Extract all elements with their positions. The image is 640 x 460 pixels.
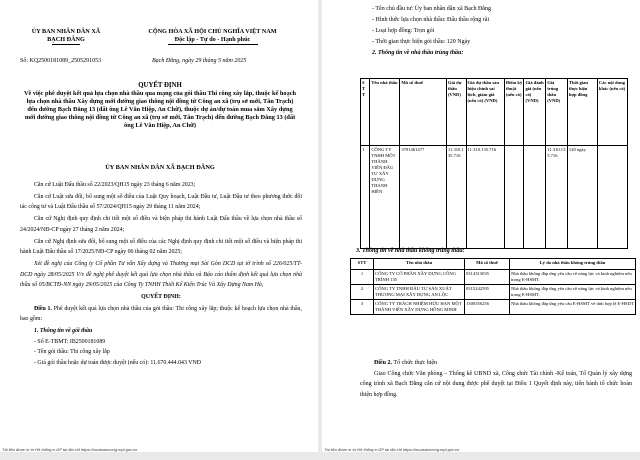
cell-bidder-name: CÔNG TY CỔ PHẦN XÂY DỰNG CÔNG TRÌNH 135 [374,270,465,285]
article-2-body: Giao Công chức Văn phòng – Thống kê UBND xã, Công chức Tài chính -Kế toán, Tổ Quản lý xây dựng công trình xã Bạch Đằng căn cứ nội dung được phê duyệt tại Điều 1 Quyết định này, tiến hành tổ chức hoàn thiện hợp đồng. [360,370,632,398]
col-tech-score: Điểm kỹ thuật (nếu có) [504,79,524,146]
col-tax-code: Mã số thuế [400,79,447,146]
motto-underline [168,44,258,45]
cell-reason: Nhà thầu không đáp ứng yêu cầu E-HSMT về tính hợp lệ E-HSDT [510,300,636,315]
article-2-label: Điều 2. [374,360,392,366]
country-name: CỘNG HÒA XÃ HỘI CHỦ NGHĨA VIỆT NAM [148,28,277,35]
cell-bidder-name: CÔNG TY TNHH MỘT THÀNH VIÊN ĐẦU TƯ XÂY DỰNG THANH HIỀN [370,146,400,249]
package-info-item: - Thời gian thực hiện gói thầu: 120 Ngày [372,39,471,45]
col-reason: Lý do nhà thầu không trúng thầu [510,259,636,270]
article-1-text: Phê duyệt kết quả lựa chọn nhà thầu của gói thầu: Thi công xây lắp; thuộc kế hoạch lựa chọn nhà thầu, bao gồm: [20,306,302,323]
cell-adjusted-price: 11.310.135.716 [466,146,504,249]
article-2-title: Tổ chức thực hiện [393,360,438,366]
winner-table [360,78,628,249]
package-info-item: - Giá gói thầu hoặc dự toán được duyệt (nếu có): 11.670.444.043 VNĐ [34,359,202,366]
table-row [351,285,636,300]
page-footer: Tài liệu được in từ Hệ thống e-GP tại địa chỉ https://muasamcong.mpi.gov.vn [2,447,138,452]
decision-title [22,82,298,131]
national-title [120,28,305,45]
issuing-authority [20,28,112,45]
table-row [361,146,628,249]
legal-basis-1: Căn cứ Luật Đấu thầu số 22/2023/QH15 ngày 23 tháng 6 năm 2023; [34,182,196,188]
legal-basis-4: Căn cứ Nghị định sửa đổi, bổ sung một số điều của các Nghị định quy định chi tiết một số điều và biện pháp thi hành Luật Đấu thầu số 17/2025/NĐ-CP ngày 06 tháng 02 năm 2025; [20,238,302,256]
col-bid-price: Giá dự thầu (VND) [446,79,466,146]
table-row [351,270,636,285]
package-info-item: - Loại hợp đồng: Trọn gói [372,28,435,34]
table-row [351,300,636,315]
col-duration: Thời gian thực hiện hợp đồng [567,79,597,146]
cell-winning-price: 11.310.135.716 [546,146,568,249]
considering-paragraph: Xét đề nghị của Công ty Cổ phần Tư vấn Xây dựng và Thương mại Sài Gòn DCD tại tờ trình số 226/025/TT-DCD ngày 28/05/2025 V/v đề nghị phê duyệt kết quả lựa chọn nhà thầu và Báo cáo thẩm định kết quả lựa chọn nhà thầu số 05/BCTĐ-NN ngày 29/05/2025 của Công Ty TNHH Thiết Kế Kiến Trúc Và Xây Dựng Nam Hà, [20,261,302,289]
package-info-heading: 1. Thông tin về gói thầu [34,328,93,335]
col-stt: STT [351,259,374,270]
cell-stt: 3 [351,300,374,315]
cell-tax-code: 3701461477 [400,146,447,249]
cell-evaluated-price [524,146,546,249]
cell-tax-code: 1300356256 [465,300,510,315]
col-bidder-name: Tên nhà thầu [374,259,465,270]
cell-bid-price: 11.310.135.716 [446,146,466,249]
cell-tech-score [504,146,524,249]
winner-heading: 2. Thông tin về nhà thầu trúng thầu: [372,50,464,56]
loser-heading: 3. Thông tin về nhà thầu không trúng thầu: [356,248,465,254]
legal-basis-3: Căn cứ Nghị định quy định chi tiết một số điều và biện pháp thi hành Luật Đấu thầu về lựa chọn nhà thầu số 24/2024/NĐ-CP ngày 27 tháng 2 năm 2024; [20,216,302,233]
page-right [322,0,640,452]
legal-basis-2: Căn cứ Luật sửa đổi, bổ sung một số điều của Luật Quy hoạch, Luật Đầu tư, Luật Đầu tư theo phương thức đối tác công tư và Luật Đấu thầu số 57/2024/QH15 ngày 29 tháng 11 năm 2024; [20,194,302,211]
cell-stt: 1 [361,146,370,249]
cell-other [597,146,627,249]
page-left [0,0,318,452]
document-date: Bạch Đằng, ngày 29 tháng 5 năm 2025 [152,58,247,64]
org-underline [52,44,80,45]
loser-table [350,258,636,315]
article-1 [20,304,302,325]
winner-table-header [361,79,628,146]
decision-heading: QUYẾT ĐỊNH [138,82,182,89]
article-1-label: Điều 1. [34,306,52,313]
col-winning-price: Giá trúng thầu (VND) [546,79,568,146]
package-info-item: - Tên gói thầu: Thi công xây lắp [34,349,110,356]
decision-authority: ỦY BAN NHÂN DÂN XÃ BẠCH ĐẰNG [105,164,215,171]
cell-stt: 1 [351,270,374,285]
col-bidder-name: Tên nhà thầu [370,79,400,146]
document-number: Số: KQ2500181089_2505291053 [20,58,102,64]
article-2 [360,358,632,400]
cell-tax-code: 0314313035 [465,270,510,285]
cell-reason: Nhà thầu không đáp ứng yêu cầu về năng lực và kinh nghiệm nêu trong E-HSMT. [510,270,636,285]
page-footer: Tài liệu được in từ Hệ thống e-GP tại địa chỉ https://muasamcong.mpi.gov.vn [324,447,460,452]
package-info-item: - Tên chủ đầu tư: Ủy ban nhân dân xã Bạch Đằng [372,6,491,12]
decision-body [20,180,302,368]
decides-heading: QUYẾT ĐỊNH: [141,294,181,301]
national-motto: Độc lập - Tự do - Hạnh phúc [174,35,251,43]
col-evaluated-price: Giá đánh giá (nếu có) (VND) [524,79,546,146]
package-info-continued [372,4,622,59]
decision-subject: Về việc phê duyệt kết quả lựa chọn nhà thầu qua mạng của gói thầu Thi công xây lắp, thuộc kế hoạch lựa chọn nhà thầu Xây dựng mới đường giao thông nội đồng từ Công an xã (trụ sở mới, Tân Trạch) đến đường Bạch Đằng 13 (đất ông Lê Văn Hiệp, An Chữ), thuộc dự án/dự toán mua sắm Xây dựng mới đường giao thông nội đồng từ Công an xã (trụ sở mới, Tân Trạch) đến đường Bạch Đằng 13 (đất ông Lê Văn Hiệp, An Chữ) [23,90,297,130]
package-info-item: - Số E-TBMT: IB2500181089 [34,338,106,345]
cell-tax-code: 0315242595 [465,285,510,300]
cell-bidder-name: CÔNG TY TRÁCH NHIỆM HỮU HẠN MỘT THÀNH VIÊN XÂY DỰNG HỒNG MINH [374,300,465,315]
org-line-2: BẠCH ĐẰNG [47,35,85,43]
org-line-1: ỦY BAN NHÂN DÂN XÃ [31,28,101,35]
cell-duration: 120 ngày [567,146,597,249]
cell-stt: 2 [351,285,374,300]
loser-table-header [351,259,636,270]
col-tax-code: Mã số thuế [465,259,510,270]
package-info-item: - Hình thức lựa chọn nhà thầu: Đấu thầu rộng rãi [372,17,490,23]
col-stt: S T T [361,79,370,146]
cell-reason: Nhà thầu không đáp ứng yêu cầu về năng lực và kinh nghiệm nêu trong E-HSMT. [510,285,636,300]
col-adjusted-price: Giá dự thầu sau hiệu chỉnh sai lệch, giảm giá (nếu có) (VND) [466,79,504,146]
col-other: Các nội dung khác (nếu có) [597,79,627,146]
cell-bidder-name: CÔNG TY TNHH ĐẦU TƯ SẢN XUẤT THƯƠNG MẠI XÂY DỰNG AN LỘC [374,285,465,300]
